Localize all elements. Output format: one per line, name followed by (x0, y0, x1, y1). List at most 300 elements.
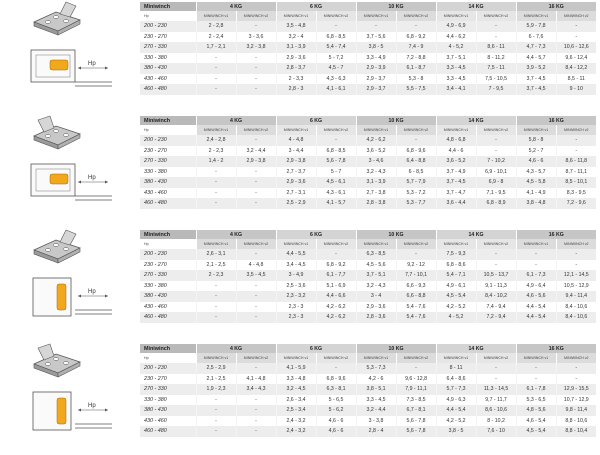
load-range-cell: 4,8 - 6,8 (436, 135, 476, 146)
load-table (140, 116, 596, 209)
load-range-cell: 4,4 - 5,4 (516, 302, 556, 313)
load-range-cell: 3,3 - 4,9 (356, 53, 396, 64)
load-range-cell: 7,9 - 11,1 (396, 384, 436, 395)
table-row (140, 63, 596, 74)
miniwinch-version-header: MINIWINCH v1 (356, 353, 396, 363)
load-range-cell: - (396, 21, 436, 32)
load-range-cell: 3,8 - 5 (356, 42, 396, 53)
table-row (140, 156, 596, 167)
load-range-cell: 5,7 - 7,3 (436, 384, 476, 395)
load-range-cell: - (316, 21, 356, 32)
load-range-cell: - (556, 146, 596, 157)
load-range-cell: 4,2 - 5,2 (436, 416, 476, 427)
load-range-cell: 2,8 - 3,7 (276, 63, 316, 74)
load-range-cell: 3,1 - 3,9 (356, 177, 396, 188)
load-range-cell: 4,1 - 5,9 (276, 363, 316, 374)
mount-diagram (33, 392, 112, 430)
load-range-cell: 7 - 10,2 (476, 156, 516, 167)
load-range-cell: 2,3 - 3,2 (276, 291, 316, 302)
table-row (140, 198, 596, 209)
load-range-cell: 4,4 - 5,4 (516, 312, 556, 323)
load-range-cell: 3,7 - 4,5 (436, 177, 476, 188)
panel-3 (0, 228, 600, 336)
load-range-cell: 4,3 - 6,1 (316, 188, 356, 199)
load-range-cell: 8,8 - 10,6 (556, 416, 596, 427)
load-range-cell: 4,6 - 5,4 (516, 416, 556, 427)
load-range-cell: 5,8 - 8 (516, 135, 556, 146)
load-range-cell: - (556, 32, 596, 43)
miniwinch-version-header: MINIWINCH v2 (316, 239, 356, 249)
load-range-cell: 6,8 - 8,9 (476, 198, 516, 209)
load-range-cell: 5,3 - 6,5 (516, 395, 556, 406)
load-range-cell: 4,6 - 6 (516, 156, 556, 167)
load-range-cell: 1,4 - 2 (196, 156, 236, 167)
load-range-cell: - (236, 249, 276, 260)
miniwinch-version-header: MINIWINCH v1 (276, 353, 316, 363)
load-range-cell: - (196, 312, 236, 323)
load-range-cell: 6,9 - 8 (476, 177, 516, 188)
load-range-cell: 2,5 - 3,6 (276, 281, 316, 292)
weight-group-header: 4 KG (196, 2, 276, 11)
weight-group-header: 16 KG (516, 230, 596, 239)
hp-range-label: 380 - 430 (140, 63, 196, 74)
miniwinch-version-header: MINIWINCH v1 (276, 239, 316, 249)
weight-group-header: 4 KG (196, 344, 276, 353)
load-range-cell: 4,4 - 5,4 (436, 405, 476, 416)
weight-group-header: 10 KG (356, 230, 436, 239)
load-range-cell: 4,1 - 4,9 (516, 188, 556, 199)
load-range-cell: - (196, 198, 236, 209)
load-range-cell: - (516, 249, 556, 260)
miniwinch-version-header: MINIWINCH v1 (276, 125, 316, 135)
load-range-cell: - (396, 135, 436, 146)
load-range-cell: 10,5 - 13,7 (476, 270, 516, 281)
load-range-cell: 8,3 - 9,5 (556, 188, 596, 199)
table-row (140, 188, 596, 199)
load-range-cell: - (196, 395, 236, 406)
load-range-cell: 6 - 7,6 (516, 32, 556, 43)
load-range-cell: 3,2 - 3,8 (236, 42, 276, 53)
load-range-cell: 3,7 - 4,9 (436, 167, 476, 178)
load-range-cell: - (236, 302, 276, 313)
weight-group-header: 4 KG (196, 116, 276, 125)
corner-label: Miniwinch (140, 2, 196, 11)
miniwinch-version-header: MINIWINCH v1 (196, 239, 236, 249)
miniwinch-version-header: MINIWINCH v1 (356, 11, 396, 21)
load-range-cell: - (556, 249, 596, 260)
load-range-cell: - (476, 32, 516, 43)
load-range-cell: 3 - 4,9 (276, 270, 316, 281)
load-range-cell: 6,8 - 9,2 (316, 260, 356, 271)
load-table (140, 344, 596, 437)
load-range-cell: 6,6 - 8,8 (396, 291, 436, 302)
load-range-cell: 5,3 - 7,2 (396, 188, 436, 199)
load-range-cell: 9,6 - 12,8 (396, 374, 436, 385)
weight-group-header: 6 KG (276, 116, 356, 125)
load-range-cell: - (556, 374, 596, 385)
load-range-cell: 3,4 - 4,5 (276, 260, 316, 271)
miniwinch-version-header: MINIWINCH v2 (476, 353, 516, 363)
miniwinch-version-header: MINIWINCH v2 (396, 11, 436, 21)
table-row (140, 384, 596, 395)
hp-range-label: 380 - 430 (140, 291, 196, 302)
load-range-cell: - (196, 188, 236, 199)
hp-range-label: 200 - 230 (140, 135, 196, 146)
load-range-cell: 3,6 - 5,2 (356, 146, 396, 157)
load-range-cell: 3,4 - 4,3 (236, 384, 276, 395)
load-range-cell: 5,6 - 7,8 (396, 426, 436, 437)
load-range-cell: - (476, 260, 516, 271)
load-range-cell: 2,3 - 3 (276, 312, 316, 323)
table-row (140, 363, 596, 374)
hp-axis-label: Hp (140, 353, 196, 363)
load-range-cell: 5,9 - 7,8 (516, 21, 556, 32)
weight-group-header: 6 KG (276, 2, 356, 11)
load-range-cell: 5,4 - 7,1 (436, 270, 476, 281)
table-row (140, 84, 596, 95)
hp-range-label: 230 - 270 (140, 374, 196, 385)
load-range-cell: 8,5 - 11 (556, 74, 596, 85)
table-row (140, 42, 596, 53)
hp-range-label: 200 - 230 (140, 21, 196, 32)
hp-range-label: 230 - 270 (140, 146, 196, 157)
table-row (140, 281, 596, 292)
load-range-cell: 5,4 - 7,6 (396, 302, 436, 313)
load-range-cell: 3,6 - 4,4 (436, 198, 476, 209)
load-range-cell: - (236, 63, 276, 74)
load-range-cell: 4 - 5,2 (436, 312, 476, 323)
load-range-cell: 2,6 - 3,4 (276, 395, 316, 406)
miniwinch-version-header: MINIWINCH v2 (556, 125, 596, 135)
load-range-cell: 12,9 - 15,5 (556, 384, 596, 395)
load-range-cell: 6,1 - 7,8 (516, 384, 556, 395)
load-range-cell: - (196, 416, 236, 427)
load-range-cell: 2,5 - 2,9 (276, 198, 316, 209)
load-range-cell: 4,5 - 6,1 (316, 177, 356, 188)
hp-range-label: 270 - 330 (140, 270, 196, 281)
load-range-cell: 4,3 - 6,3 (316, 74, 356, 85)
load-range-cell: 2 - 2,3 (196, 146, 236, 157)
load-range-cell: - (476, 249, 516, 260)
load-range-cell: 3 - 3,8 (356, 416, 396, 427)
hp-range-label: 380 - 430 (140, 177, 196, 188)
load-range-cell: 4,5 - 5,6 (356, 260, 396, 271)
weight-group-header: 6 KG (276, 344, 356, 353)
load-range-cell: 8,6 - 11,8 (556, 156, 596, 167)
hinge-icon (34, 344, 80, 377)
load-range-cell: 5 - 7,2 (316, 53, 356, 64)
load-range-cell: 6,9 - 10,1 (476, 167, 516, 178)
load-range-cell: 6,8 - 9,6 (396, 146, 436, 157)
miniwinch-version-header: MINIWINCH v2 (236, 125, 276, 135)
load-range-cell: 3,7 - 5,1 (356, 270, 396, 281)
load-range-cell: 9,7 - 11,7 (476, 395, 516, 406)
load-range-cell: 7,3 - 8,5 (396, 395, 436, 406)
panel-4 (0, 342, 600, 450)
weight-group-header: 14 KG (436, 230, 516, 239)
load-range-cell: 7,6 - 10 (476, 426, 516, 437)
load-range-cell: 2,4 - 2,8 (196, 135, 236, 146)
load-range-cell: 4,9 - 6,1 (436, 281, 476, 292)
load-range-cell: - (316, 363, 356, 374)
hp-range-label: 330 - 380 (140, 395, 196, 406)
hp-range-label: 380 - 430 (140, 405, 196, 416)
load-range-cell: 2,9 - 3,8 (276, 156, 316, 167)
table-row (140, 32, 596, 43)
load-range-cell: 4,4 - 5,5 (276, 249, 316, 260)
load-range-cell: - (236, 395, 276, 406)
illustration-hinge-with-upright-panel-alt (0, 342, 138, 450)
weight-group-header: 16 KG (516, 344, 596, 353)
load-range-cell: 5 - 7 (316, 167, 356, 178)
load-range-cell: 2,9 - 3,6 (276, 177, 316, 188)
weight-group-header: 10 KG (356, 116, 436, 125)
load-range-cell: 5,3 - 8 (396, 74, 436, 85)
load-range-cell: - (196, 53, 236, 64)
load-range-cell: - (516, 363, 556, 374)
load-range-cell: 6,8 - 8,6 (436, 260, 476, 271)
hp-range-label: 230 - 270 (140, 32, 196, 43)
load-range-cell: 8,4 - 10,6 (556, 302, 596, 313)
load-range-cell: 2,4 - 3,2 (276, 416, 316, 427)
corner-label: Miniwinch (140, 116, 196, 125)
load-range-cell: 7,5 - 9,3 (436, 249, 476, 260)
load-range-cell: 5,3 - 7,3 (356, 363, 396, 374)
load-range-cell: 8,4 - 12,2 (556, 63, 596, 74)
load-range-cell: 8 - 11,2 (476, 53, 516, 64)
load-range-cell: 7,7 - 10,1 (396, 270, 436, 281)
load-range-cell: - (236, 312, 276, 323)
miniwinch-version-header: MINIWINCH v2 (316, 11, 356, 21)
table-row (140, 405, 596, 416)
load-range-cell: 3,3 - 4,5 (436, 74, 476, 85)
load-range-cell: - (196, 302, 236, 313)
load-range-cell: 3,1 - 3,9 (276, 42, 316, 53)
load-range-cell: - (236, 74, 276, 85)
load-range-cell: 6,8 - 8,5 (316, 32, 356, 43)
load-range-cell: 3,3 - 4,5 (436, 63, 476, 74)
table-row (140, 260, 596, 271)
load-range-cell: - (476, 374, 516, 385)
load-range-cell: 7,2 - 9,6 (556, 198, 596, 209)
weight-group-header: 14 KG (436, 116, 516, 125)
load-range-cell: 6,4 - 8,6 (436, 374, 476, 385)
table-row (140, 146, 596, 157)
load-range-cell: 2,9 - 3,9 (356, 63, 396, 74)
hinge-icon (34, 116, 80, 149)
load-range-cell: 4,4 - 6,2 (436, 32, 476, 43)
hp-range-label: 270 - 330 (140, 156, 196, 167)
load-range-cell: 5 - 6,5 (316, 395, 356, 406)
load-range-cell: - (236, 426, 276, 437)
load-range-cell: 3,8 - 5 (436, 426, 476, 437)
load-range-cell: 6,3 - 8,5 (356, 249, 396, 260)
load-range-cell: 3,3 - 4,8 (276, 374, 316, 385)
hp-range-label: 430 - 460 (140, 416, 196, 427)
load-range-cell: 7,1 - 9,5 (476, 188, 516, 199)
weight-group-header: 16 KG (516, 2, 596, 11)
weight-group-header: 14 KG (436, 2, 516, 11)
load-range-cell: - (236, 84, 276, 95)
table-row (140, 177, 596, 188)
load-range-cell: 3,2 - 4,4 (356, 405, 396, 416)
load-range-cell: 3,2 - 4,5 (276, 384, 316, 395)
load-range-cell: 3,4 - 4,1 (436, 84, 476, 95)
miniwinch-version-header: MINIWINCH v2 (556, 11, 596, 21)
hp-range-label: 330 - 380 (140, 167, 196, 178)
miniwinch-version-header: MINIWINCH v2 (236, 239, 276, 249)
load-range-cell: - (196, 426, 236, 437)
miniwinch-version-header: MINIWINCH v1 (196, 125, 236, 135)
load-range-cell: 3,7 - 4,5 (516, 74, 556, 85)
table-row (140, 302, 596, 313)
hinge-icon (34, 2, 80, 35)
hp-range-label: 430 - 460 (140, 302, 196, 313)
load-range-cell: 10,5 - 12,9 (556, 281, 596, 292)
load-range-cell: - (476, 135, 516, 146)
miniwinch-version-header: MINIWINCH v1 (356, 125, 396, 135)
mount-diagram (31, 164, 112, 200)
load-range-cell: 7,5 - 10,5 (476, 74, 516, 85)
hp-axis-label: Hp (140, 239, 196, 249)
load-range-cell: 10,6 - 12,6 (556, 42, 596, 53)
load-range-cell: 3 - 4 (356, 291, 396, 302)
load-range-cell: 8 - 11 (436, 363, 476, 374)
load-range-cell: 4,9 - 6,3 (436, 395, 476, 406)
load-range-cell: - (476, 146, 516, 157)
load-range-cell: 4 - 4,8 (276, 135, 316, 146)
load-range-cell: 8,4 - 10,6 (556, 312, 596, 323)
load-range-cell: 6,8 - 9,2 (396, 32, 436, 43)
load-range-cell: 9 - 10 (556, 84, 596, 95)
load-range-cell: 2,5 - 2,9 (196, 363, 236, 374)
hp-range-label: 200 - 230 (140, 363, 196, 374)
load-range-cell: 2,6 - 3,1 (196, 249, 236, 260)
mount-diagram (31, 50, 112, 86)
load-range-cell: - (196, 84, 236, 95)
miniwinch-version-header: MINIWINCH v1 (436, 239, 476, 249)
load-range-cell: 3,9 - 5,2 (516, 63, 556, 74)
load-range-cell: - (236, 53, 276, 64)
load-range-cell: 4,7 - 7,3 (516, 42, 556, 53)
load-range-cell: - (236, 405, 276, 416)
corner-label: Miniwinch (140, 230, 196, 239)
load-range-cell: 9,6 - 12,4 (556, 53, 596, 64)
load-range-cell: 7,5 - 11 (476, 63, 516, 74)
load-range-cell: 6,3 - 8,1 (316, 384, 356, 395)
miniwinch-version-header: MINIWINCH v2 (316, 125, 356, 135)
hp-range-label: 330 - 380 (140, 281, 196, 292)
load-range-cell: 4,1 - 4,8 (236, 374, 276, 385)
load-range-cell: 11,3 - 14,5 (476, 384, 516, 395)
hp-range-label: 330 - 380 (140, 53, 196, 64)
load-range-cell: 5,6 - 7,8 (316, 156, 356, 167)
load-range-cell: 6,4 - 8,8 (396, 156, 436, 167)
load-range-cell: 6,7 - 8,1 (396, 405, 436, 416)
corner-label: Miniwinch (140, 344, 196, 353)
load-range-cell: 3,6 - 5,2 (436, 156, 476, 167)
load-range-cell: - (196, 74, 236, 85)
load-range-cell: 7,4 - 9,4 (476, 302, 516, 313)
load-range-cell: 6,1 - 8,7 (396, 63, 436, 74)
miniwinch-version-header: MINIWINCH v1 (516, 353, 556, 363)
load-range-cell: 4,2 - 6,2 (356, 135, 396, 146)
load-range-cell: 3,7 - 5,6 (356, 32, 396, 43)
load-range-cell: - (196, 63, 236, 74)
table-row (140, 167, 596, 178)
load-range-cell: 3,8 - 4,8 (516, 198, 556, 209)
load-range-cell: 4,5 - 7 (316, 63, 356, 74)
table-row (140, 374, 596, 385)
miniwinch-version-header: MINIWINCH v1 (436, 11, 476, 21)
load-range-cell: - (356, 21, 396, 32)
load-range-cell: 2,9 - 3,7 (356, 84, 396, 95)
load-range-cell: 4,4 - 5,7 (516, 53, 556, 64)
load-range-cell: 6,1 - 7,3 (516, 270, 556, 281)
load-range-cell: 2,9 - 3,6 (276, 53, 316, 64)
load-range-cell: 6,1 - 7,7 (316, 270, 356, 281)
load-range-cell: 5 - 6,2 (316, 405, 356, 416)
illustration-hinge-with-upright-panel (0, 228, 138, 336)
load-range-cell: 4,9 - 6,4 (516, 281, 556, 292)
load-range-cell: - (236, 416, 276, 427)
load-range-cell: - (196, 291, 236, 302)
miniwinch-version-header: MINIWINCH v1 (196, 11, 236, 21)
hp-axis-label: Hp (140, 125, 196, 135)
load-range-cell: 4,5 - 5,8 (516, 177, 556, 188)
load-range-cell: 3 - 3,6 (236, 32, 276, 43)
load-range-cell: 8,4 - 10,2 (476, 291, 516, 302)
load-range-cell: 8,6 - 11 (476, 42, 516, 53)
panel-2 (0, 114, 600, 222)
load-range-cell: 2 - 3,3 (276, 74, 316, 85)
load-range-cell: 2,7 - 3,1 (276, 188, 316, 199)
load-range-cell: - (196, 177, 236, 188)
load-range-cell: - (196, 167, 236, 178)
load-range-cell: 9,4 - 11,4 (556, 291, 596, 302)
load-range-cell: 2,3 - 3 (276, 302, 316, 313)
hp-range-label: 460 - 480 (140, 198, 196, 209)
load-range-cell: - (236, 281, 276, 292)
load-range-cell: 6,6 - 9,3 (396, 281, 436, 292)
table-row (140, 312, 596, 323)
load-range-cell: 5,2 - 7 (516, 146, 556, 157)
load-range-cell: - (556, 135, 596, 146)
load-range-cell: 3,2 - 4,4 (236, 146, 276, 157)
load-range-cell: 4,2 - 6 (356, 374, 396, 385)
load-range-cell: 6,8 - 8,5 (316, 146, 356, 157)
load-range-cell: - (236, 177, 276, 188)
load-range-cell: 2,8 - 3 (276, 84, 316, 95)
load-range-cell: 4,2 - 6,2 (316, 312, 356, 323)
load-range-cell: 7 - 9,5 (476, 84, 516, 95)
load-range-cell: 2,7 - 3,7 (276, 167, 316, 178)
load-range-cell: 8,7 - 11,1 (556, 167, 596, 178)
hp-range-label: 270 - 330 (140, 42, 196, 53)
load-range-cell: 3,2 - 4,3 (356, 281, 396, 292)
load-range-cell: 4,3 - 5,7 (516, 167, 556, 178)
load-range-cell: 5,4 - 7,6 (396, 312, 436, 323)
load-range-cell: 4,6 - 6 (316, 416, 356, 427)
load-range-cell: 8,6 - 10,6 (476, 405, 516, 416)
load-range-cell: 3,2 - 4 (276, 32, 316, 43)
load-range-cell: - (236, 188, 276, 199)
load-range-cell: 8 - 10,2 (476, 416, 516, 427)
load-range-cell: - (556, 260, 596, 271)
load-range-cell: - (396, 249, 436, 260)
hp-dimension-label: Hp (88, 175, 96, 181)
load-range-cell: 2,9 - 3,8 (236, 156, 276, 167)
